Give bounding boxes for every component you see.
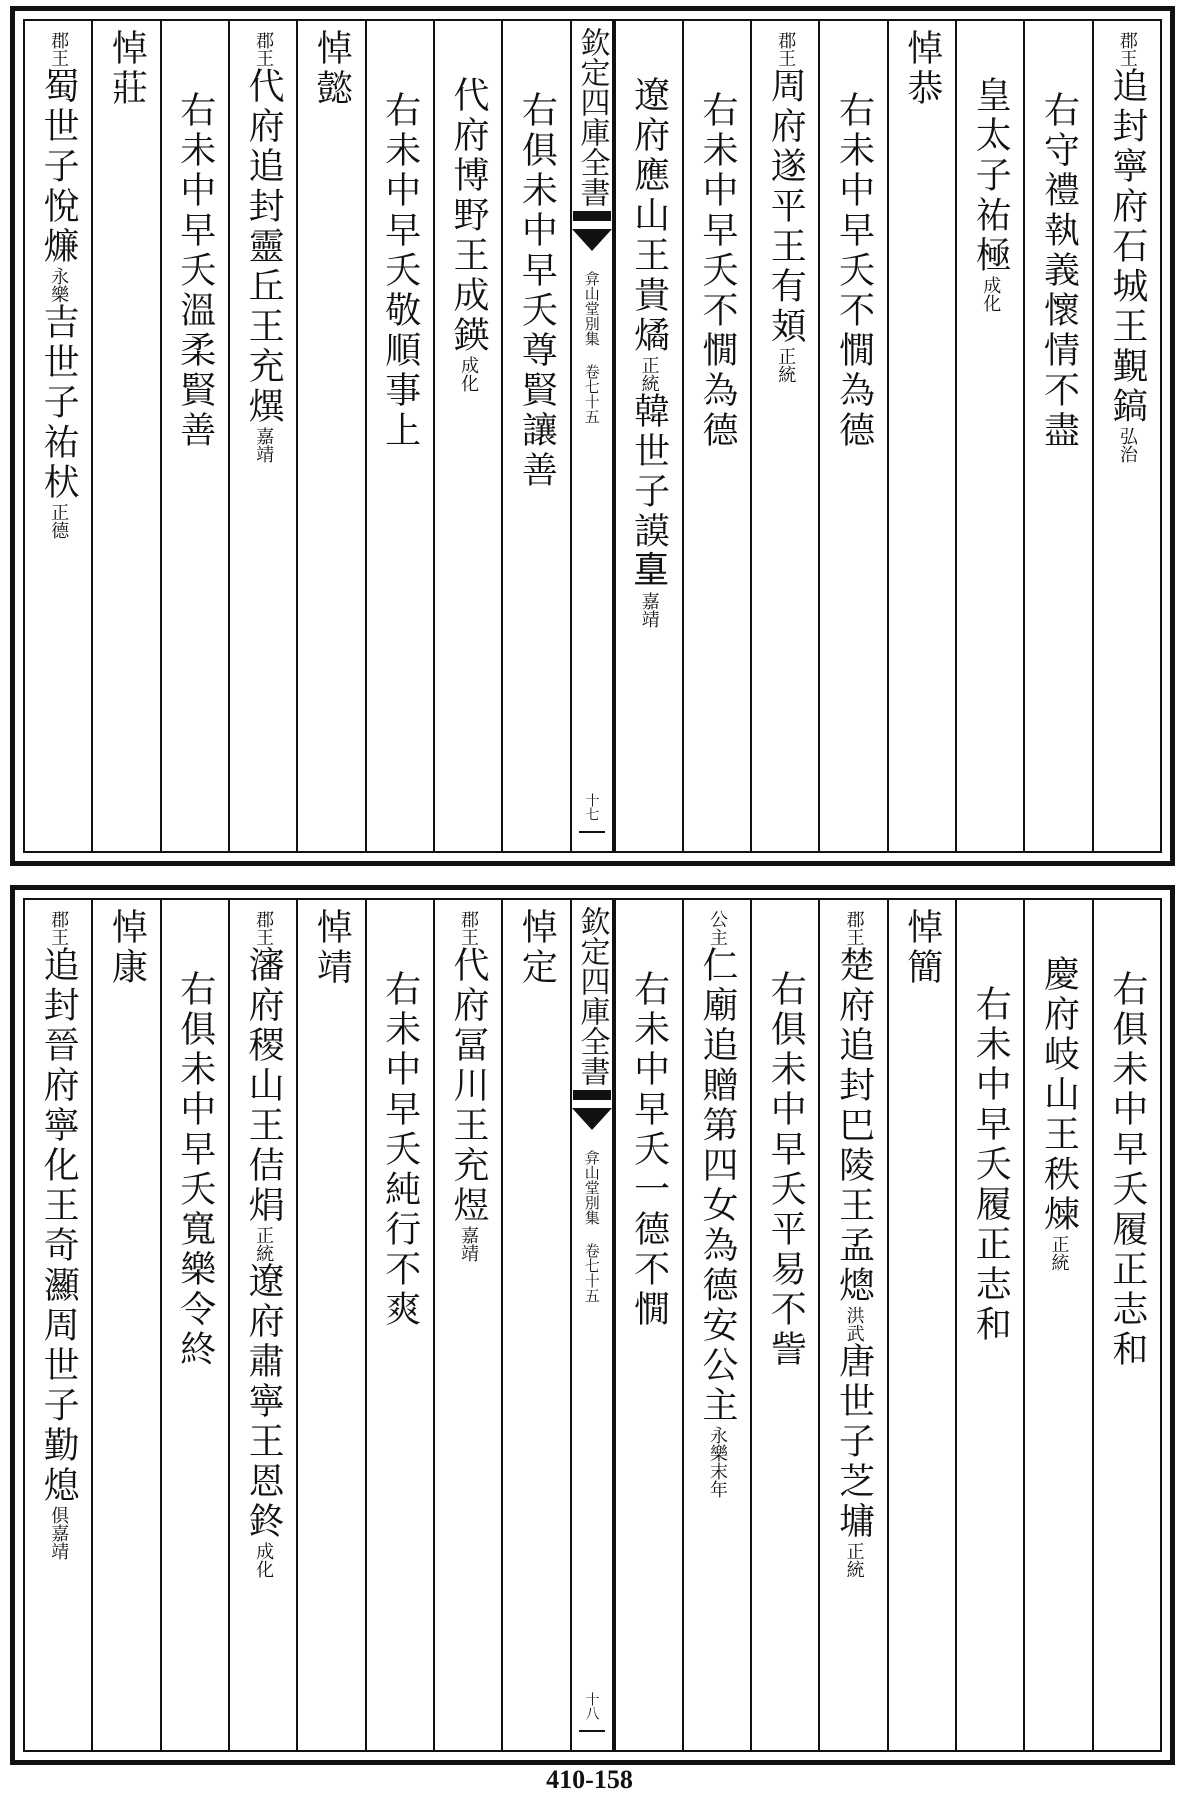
column-text: 右俱未中早夭寬樂令終 <box>174 970 216 1370</box>
column-text: 代府追封靈丘王充熼 <box>243 67 285 427</box>
column-text: 右俱未中早夭平易不訾 <box>765 970 807 1370</box>
column-text: 右未中早夭一德不憪 <box>628 970 670 1330</box>
reign-note: 永樂末年 <box>706 1426 728 1498</box>
posthumous-title: 悼恭 <box>901 29 943 109</box>
column-text: 慶府岐山王秩煉 <box>1038 955 1080 1235</box>
lower-column-2 <box>1023 900 1091 1750</box>
spine-source: 弇山堂別集 卷七十五 <box>582 271 601 424</box>
reign-note: 正統 <box>253 1226 275 1262</box>
lower-page-frame <box>10 885 1175 1765</box>
reign-note: 成化 <box>253 1542 275 1578</box>
column-text: 仁廟追贈第四女為德安公主 <box>696 946 738 1426</box>
column-text: 右未中早夭純行不爽 <box>379 970 421 1330</box>
fish-tail-mark <box>573 1090 611 1100</box>
upper-column-6 <box>750 21 818 851</box>
column-text-continued: 韓世子謨𡌴 <box>628 392 670 592</box>
reign-note: 洪武 <box>843 1306 865 1342</box>
upper-column-16 <box>25 21 91 851</box>
spine-title: 欽定四庫全書 <box>574 27 610 207</box>
column-text: 蜀世子悅燫 <box>38 67 80 267</box>
page-number: 410-158 <box>546 1765 633 1794</box>
lower-column-3 <box>955 900 1023 1750</box>
column-text: 皇太子祐極 <box>970 76 1012 276</box>
upper-column-12 <box>296 21 364 851</box>
lower-column-12 <box>296 900 364 1750</box>
column-text: 瀋府稷山王佶焆 <box>243 946 285 1226</box>
upper-column-9 <box>501 21 569 851</box>
column-text: 右俱未中早夭履正志和 <box>1106 970 1148 1370</box>
column-text: 右未中早夭不憪為德 <box>696 91 738 451</box>
upper-page-columns <box>23 19 1162 853</box>
lower-column-13 <box>228 900 296 1750</box>
lower-column-5 <box>818 900 886 1750</box>
lower-column-15 <box>91 900 159 1750</box>
spine-source: 弇山堂別集 卷七十五 <box>582 1150 601 1303</box>
column-text: 追封晉府寧化王奇灦 <box>38 946 80 1306</box>
column-text-continued: 遼府肅寧王恩鉖 <box>243 1262 285 1542</box>
reign-note: 正統 <box>1048 1235 1070 1271</box>
lower-column-1 <box>1092 900 1160 1750</box>
spine-bottom-mark <box>579 1730 605 1732</box>
reign-note: 弘治 <box>1116 427 1138 463</box>
column-text-continued: 唐世子芝墉 <box>833 1342 875 1542</box>
upper-column-2 <box>1023 21 1091 851</box>
lower-column-8 <box>614 900 682 1750</box>
reign-note: 正統 <box>775 347 797 383</box>
fish-tail-mark <box>572 229 612 251</box>
reign-note: 永樂 <box>48 267 70 303</box>
column-text: 右未中早夭不憪為德 <box>833 91 875 451</box>
column-text: 楚府追封巴陵王孟熜 <box>833 946 875 1306</box>
column-text: 周府遂平王有頍 <box>765 67 807 347</box>
column-prefix: 郡王 <box>1116 31 1138 67</box>
upper-column-1 <box>1092 21 1160 851</box>
spine-title: 欽定四庫全書 <box>574 906 610 1086</box>
lower-column-14 <box>160 900 228 1750</box>
posthumous-title: 悼莊 <box>106 29 148 109</box>
posthumous-title: 悼靖 <box>311 908 353 988</box>
reign-note: 嘉靖 <box>638 592 660 628</box>
lower-page-columns <box>23 898 1162 1752</box>
posthumous-title: 悼康 <box>106 908 148 988</box>
upper-column-14 <box>160 21 228 851</box>
upper-column-5 <box>818 21 886 851</box>
reign-note: 成化 <box>458 356 480 392</box>
lower-column-16 <box>25 900 91 1750</box>
column-prefix: 郡王 <box>48 31 70 67</box>
lower-spine <box>570 900 614 1750</box>
upper-column-3 <box>955 21 1023 851</box>
reign-note: 正德 <box>48 503 70 539</box>
column-prefix: 郡王 <box>775 31 797 67</box>
column-text: 遼府應山王貴燏 <box>628 76 670 356</box>
spine-bottom-mark <box>579 831 605 833</box>
column-prefix: 郡王 <box>458 910 480 946</box>
column-text: 右未中早夭敬順事上 <box>379 91 421 451</box>
reign-note: 嘉靖 <box>458 1226 480 1262</box>
lower-column-10 <box>433 900 501 1750</box>
column-text: 右未中早夭溫柔賢善 <box>174 91 216 451</box>
lower-column-7 <box>682 900 750 1750</box>
column-text: 代府博野王成鍈 <box>448 76 490 356</box>
column-text-continued: 周世子勤熄 <box>38 1306 80 1506</box>
reign-note: 成化 <box>980 276 1002 312</box>
upper-page-frame <box>10 6 1175 866</box>
leaf-number: 十八 <box>583 1692 600 1720</box>
leaf-number: 十七 <box>583 793 600 821</box>
lower-column-6 <box>750 900 818 1750</box>
column-prefix: 郡王 <box>253 31 275 67</box>
column-text: 右守禮執義懷情不盡 <box>1038 91 1080 451</box>
upper-column-8 <box>614 21 682 851</box>
lower-column-11 <box>365 900 433 1750</box>
column-prefix: 公主 <box>706 910 728 946</box>
upper-spine <box>570 21 614 851</box>
column-prefix: 郡王 <box>843 910 865 946</box>
upper-column-13 <box>228 21 296 851</box>
reign-note: 嘉靖 <box>253 427 275 463</box>
upper-column-15 <box>91 21 159 851</box>
posthumous-title: 悼定 <box>516 908 558 988</box>
reign-note: 正統 <box>843 1542 865 1578</box>
column-text: 右俱未中早夭尊賢讓善 <box>516 91 558 491</box>
reign-note: 正統 <box>638 356 660 392</box>
posthumous-title: 悼懿 <box>311 29 353 109</box>
upper-column-10 <box>433 21 501 851</box>
column-text-continued: 吉世子祐枤 <box>38 303 80 503</box>
reign-note: 俱嘉靖 <box>48 1506 70 1560</box>
posthumous-title: 悼簡 <box>901 908 943 988</box>
fish-tail-mark <box>573 211 611 221</box>
column-text: 追封寧府石城王覲鎬 <box>1106 67 1148 427</box>
column-text: 右未中早夭履正志和 <box>970 985 1012 1345</box>
lower-column-9 <box>501 900 569 1750</box>
upper-column-11 <box>365 21 433 851</box>
upper-column-7 <box>682 21 750 851</box>
column-prefix: 郡王 <box>48 910 70 946</box>
upper-column-4 <box>887 21 955 851</box>
lower-column-4 <box>887 900 955 1750</box>
column-text: 代府冨川王充煜 <box>448 946 490 1226</box>
fish-tail-mark <box>572 1108 612 1130</box>
column-prefix: 郡王 <box>253 910 275 946</box>
